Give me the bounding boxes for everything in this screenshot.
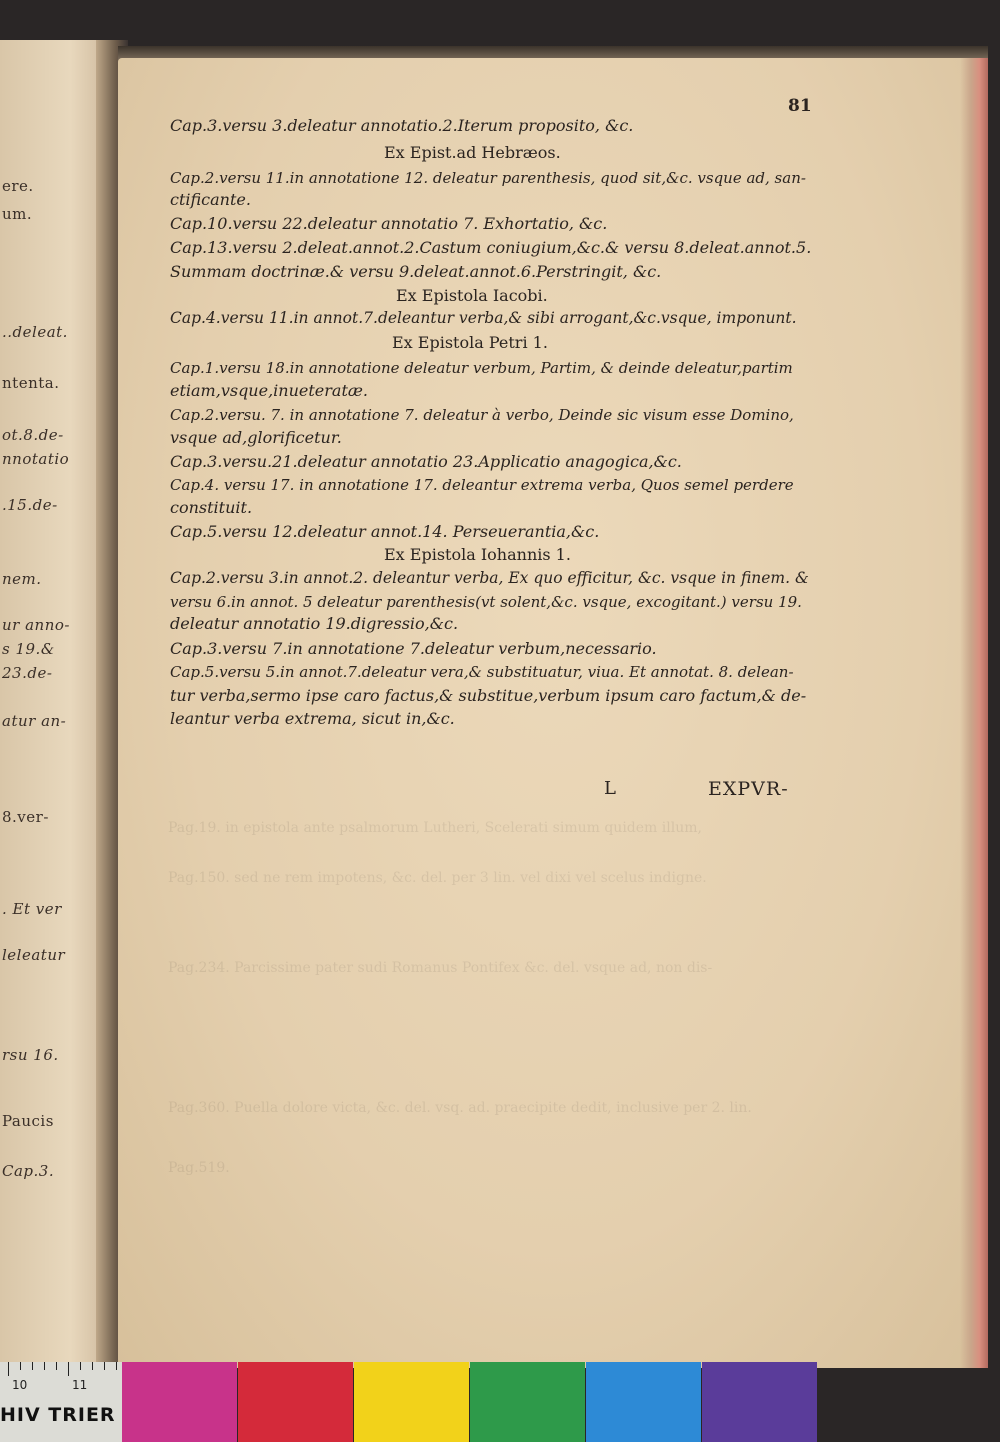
left-page-fragment: ur anno- (2, 616, 70, 634)
text-line: Cap.3.versu 3.deleatur annotatio.2.Iterum proposito, &c. (170, 116, 634, 135)
color-swatch (470, 1362, 585, 1442)
color-swatch (702, 1362, 817, 1442)
ruler-number: 10 (12, 1378, 28, 1392)
show-through-text: Pag.234. Parcissime pater sudi Romanus Pontifex &c. del. vsque ad, non dis- (168, 960, 713, 976)
text-line: Cap.10.versu 22.deleatur annotatio 7. Exhortatio, &c. (170, 214, 608, 233)
section-heading: Ex Epist.ad Hebræos. (384, 143, 561, 162)
left-page-fragment: um. (2, 205, 33, 223)
left-page-fragment: Paucis (2, 1112, 54, 1130)
text-line: versu 6.in annot. 5 deleatur parenthesis(vt solent,&c. vsque, excogitant.) versu 19. (170, 593, 802, 611)
left-page-fragment: 23.de- (2, 664, 53, 682)
left-page-fragment: leleatur (2, 946, 66, 964)
color-swatch (238, 1362, 353, 1442)
text-line: ctificante. (170, 190, 251, 209)
left-page-fragment: nnotatio (2, 450, 70, 468)
left-page-fragment: ere. (2, 177, 34, 195)
text-line: leantur verba extrema, sicut in,&c. (170, 709, 455, 728)
text-line: vsque ad,glorificetur. (170, 428, 342, 447)
left-page-fragment: ..deleat. (2, 323, 68, 341)
left-page-fragment: Cap.3. (2, 1162, 55, 1180)
text-line: Cap.3.versu.21.deleatur annotatio 23.Applicatio anagogica,&c. (170, 452, 682, 471)
left-page-fragment: ntenta. (2, 374, 60, 392)
text-line: Cap.3.versu 7.in annotatione 7.deleatur verbum,necessario. (170, 639, 657, 658)
color-swatch (586, 1362, 701, 1442)
text-line: Summam doctrinæ.& versu 9.deleat.annot.6.Perstringit, &c. (170, 262, 662, 281)
text-line: tur verba,sermo ipse caro factus,& substitue,verbum ipsum caro factum,& de- (170, 686, 807, 705)
left-page-fragment: atur an- (2, 712, 67, 730)
text-line: Cap.5.versu 5.in annot.7.deleatur vera,& substituatur, viua. Et annotat. 8. delean- (170, 663, 794, 681)
text-line: etiam,vsque,inueteratæ. (170, 381, 368, 400)
catchword: EXPVR- (708, 778, 789, 800)
measurement-ruler (0, 1362, 122, 1442)
color-swatch (354, 1362, 469, 1442)
text-line: constituit. (170, 498, 253, 517)
left-page-fragment: rsu 16. (2, 1046, 59, 1064)
signature-mark: L (604, 778, 616, 799)
show-through-text: Pag.519. (168, 1160, 230, 1176)
color-swatch (122, 1362, 237, 1442)
text-line: Cap.4.versu 11.in annot.7.deleantur verba,& sibi arrogant,&c.vsque, imponunt. (170, 309, 797, 327)
left-page-fragment: nem. (2, 570, 42, 588)
section-heading: Ex Epistola Petri 1. (392, 333, 548, 352)
text-line: Cap.13.versu 2.deleat.annot.2.Castum coniugium,&c.& versu 8.deleat.annot.5. (170, 238, 812, 257)
show-through-text: Pag.19. in epistola ante psalmorum Lutheri, Scelerati simum quidem illum, (168, 820, 702, 836)
left-page-fragment: ot.8.de- (2, 426, 64, 444)
show-through-text: Pag.150. sed ne rem impotens, &c. del. per 3 lin. vel dixi vel scelus indigne. (168, 870, 707, 886)
archive-label: HIV TRIER (0, 1404, 116, 1426)
section-heading: Ex Epistola Iohannis 1. (384, 545, 571, 564)
left-page-fragment: .15.de- (2, 496, 58, 514)
section-heading: Ex Epistola Iacobi. (396, 286, 548, 305)
left-page-fragment: s 19.& (2, 640, 55, 658)
text-line: Cap.2.versu 3.in annot.2. deleantur verba, Ex quo efficitur, &c. vsque in finem. & (170, 569, 809, 587)
text-line: Cap.5.versu 12.deleatur annot.14. Perseuerantia,&c. (170, 522, 600, 541)
text-line: deleatur annotatio 19.digressio,&c. (170, 614, 459, 633)
page-fore-edge (960, 58, 988, 1368)
left-page-fragment: 8.ver- (2, 808, 49, 826)
page-number: 81 (788, 96, 812, 116)
show-through-text: Pag.360. Puella dolore victa, &c. del. vsq. ad. praecipite dedit, inclusive per 2. lin. (168, 1100, 752, 1116)
text-line: Cap.2.versu. 7. in annotatione 7. deleatur à verbo, Deinde sic visum esse Domino, (170, 406, 794, 424)
left-page-fragment: . Et ver (2, 900, 62, 918)
text-line: Cap.1.versu 18.in annotatione deleatur verbum, Partim, & deinde deleatur,partim (170, 359, 793, 377)
ruler-number: 11 (72, 1378, 88, 1392)
text-line: Cap.2.versu 11.in annotatione 12. deleatur parenthesis, quod sit,&c. vsque ad, san- (170, 169, 806, 187)
text-line: Cap.4. versu 17. in annotatione 17. deleantur extrema verba, Quos semel perdere (170, 476, 794, 494)
